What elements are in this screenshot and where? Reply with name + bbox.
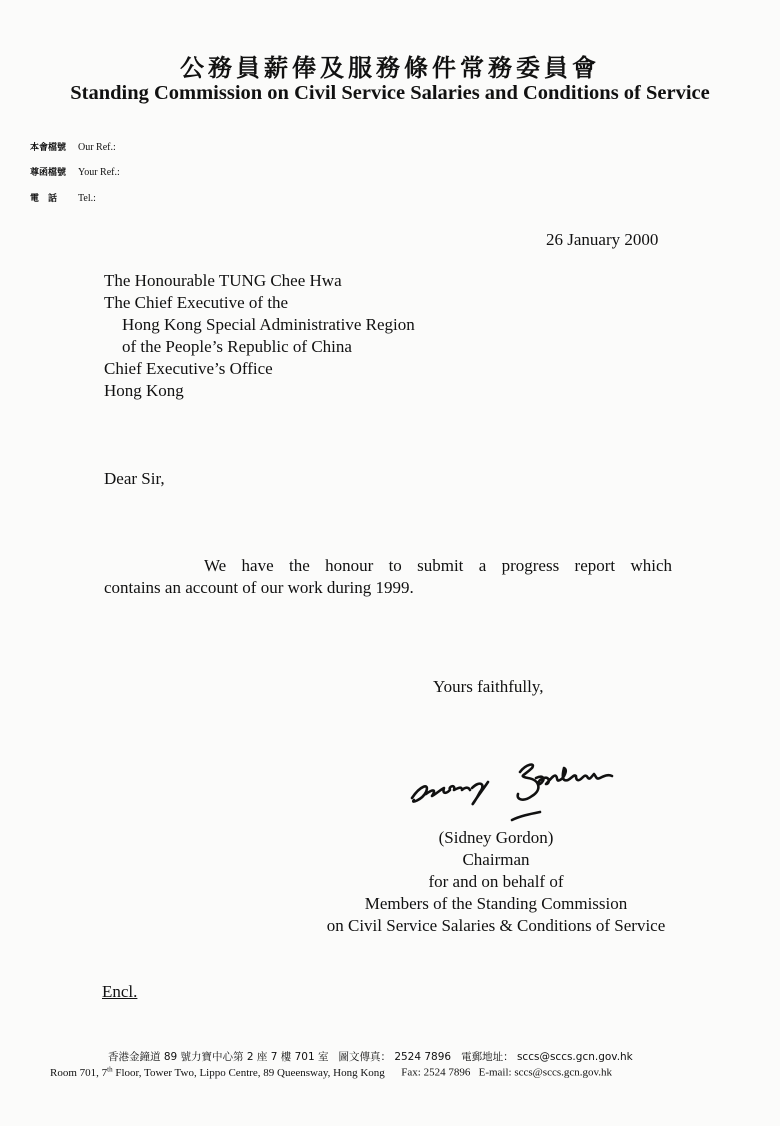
handwritten-signature	[400, 750, 640, 830]
our-ref-row	[30, 140, 116, 153]
tel-label-zh: 電 話	[30, 194, 58, 204]
signature-block	[290, 827, 702, 937]
letterhead-title-chinese: 公務員薪俸及服務條件常務委員會	[180, 54, 600, 82]
signature-line: for and on behalf of	[428, 872, 564, 891]
letterhead-title-english: Standing Commission on Civil Service Salaries and Conditions of Service	[70, 82, 710, 104]
body-paragraph	[104, 555, 672, 599]
signature-line: on Civil Service Salaries & Conditions of Service	[326, 916, 666, 935]
address-line: Hong Kong	[104, 381, 184, 400]
address-line: Chief Executive’s Office	[104, 359, 273, 378]
your-ref-label-zh: 尊函檔號	[30, 168, 67, 178]
footer-email-zh: 電郵地址： sccs@sccs.gcn.gov.hk	[461, 1051, 633, 1063]
footer-address-zh: 香港金鐘道 89 號力寶中心第 2 座 7 樓 701 室	[108, 1051, 329, 1063]
footer-chinese	[108, 1049, 668, 1064]
closing: Yours faithfully,	[433, 677, 544, 696]
our-ref-label-en: Our Ref.:	[78, 142, 116, 153]
tel-label-en: Tel.:	[78, 193, 96, 204]
recipient-address	[104, 270, 415, 402]
signatory-title: Chairman	[462, 850, 530, 869]
our-ref-label-zh: 本會檔號	[30, 143, 67, 153]
salutation: Dear Sir,	[104, 469, 165, 488]
footer-fax-zh: 圖文傳真： 2524 7896	[338, 1051, 452, 1063]
signature-line: Members of the Standing Commission	[364, 894, 628, 913]
address-line: of the People’s Republic of China	[122, 337, 352, 356]
signatory-name: (Sidney Gordon)	[438, 828, 554, 847]
your-ref-row	[30, 165, 120, 178]
address-line: The Chief Executive of the	[104, 293, 289, 312]
tel-row	[30, 191, 96, 204]
address-line: The Honourable TUNG Chee Hwa	[104, 271, 342, 290]
your-ref-label-en: Your Ref.:	[78, 167, 120, 178]
footer-address-en: Room 701, 7th Floor, Tower Two, Lippo Centre, 89 Queensway, Hong Kong	[50, 1065, 385, 1079]
letter-date: 26 January 2000	[546, 230, 659, 249]
body-line: We have the honour to submit a progress report which	[204, 556, 672, 575]
enclosure-note: Encl.	[102, 982, 138, 1001]
address-line: Hong Kong Special Administrative Region	[122, 315, 415, 334]
footer-fax-en: Fax: 2524 7896	[401, 1066, 471, 1079]
footer-english	[50, 1065, 730, 1079]
footer-email-en: E-mail: sccs@sccs.gcn.gov.hk	[478, 1066, 613, 1079]
body-line: contains an account of our work during 1999.	[104, 578, 414, 597]
